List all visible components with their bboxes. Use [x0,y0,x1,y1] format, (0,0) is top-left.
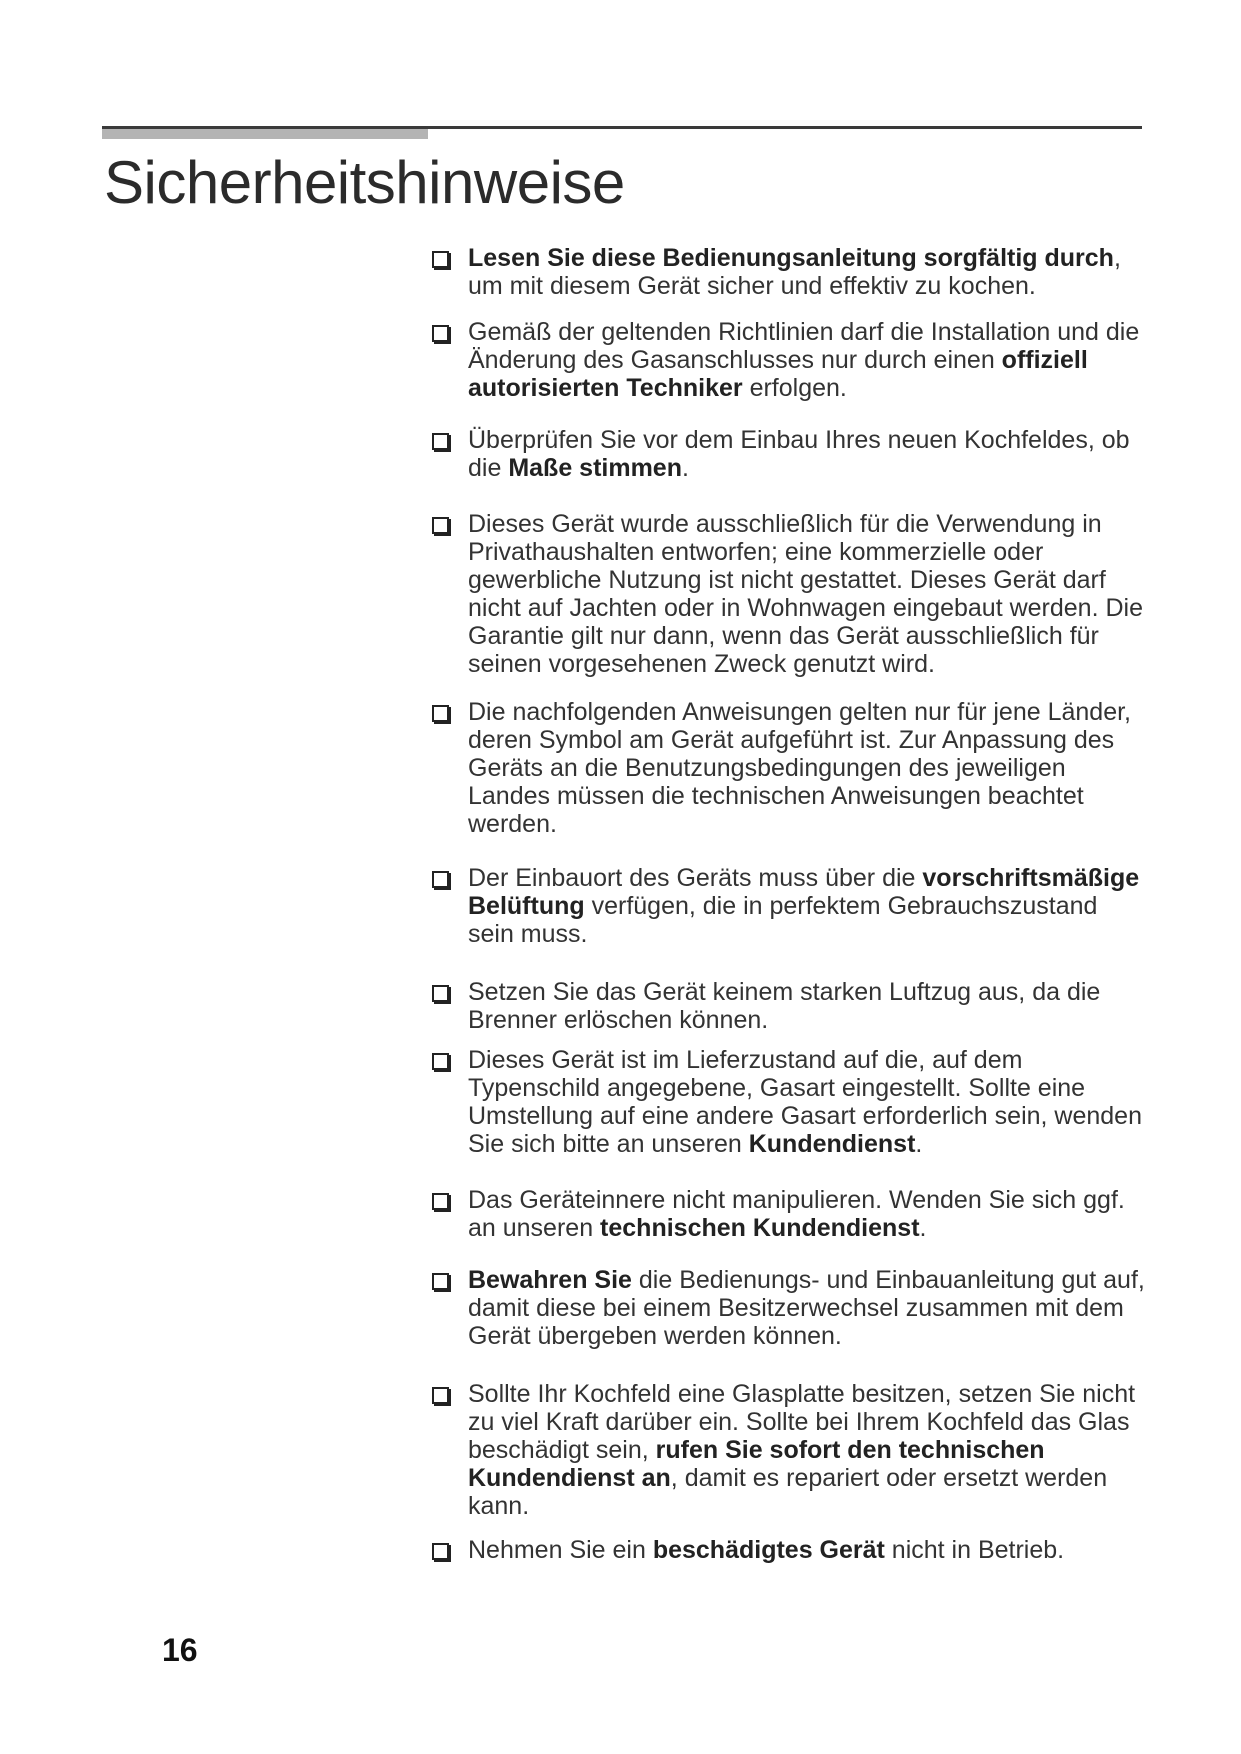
safety-item [430,1186,1150,1242]
safety-item [430,426,1150,482]
item-text: die Bedienungs- und Einbauanleitung gut auf, damit diese bei einem Besitzerwechsel zusammen mit dem Gerät übergeben werden können. [468,1266,1145,1350]
item-text: . [915,1130,923,1158]
emphasized-text: Bewahren Sie [468,1266,632,1294]
item-text: , um mit diesem Gerät sicher und effektiv zu kochen. [468,244,1121,300]
safety-item [430,1046,1150,1158]
checkbox-bullet-icon [432,251,449,268]
safety-item [430,318,1150,402]
item-text: erfolgen. [742,374,847,402]
safety-item [430,1266,1150,1350]
safety-item [430,698,1150,838]
item-text: Setzen Sie das Gerät keinem starken Luftzug aus, da die Brenner erlöschen können. [468,978,1101,1034]
page-number: 16 [162,1632,198,1668]
checkbox-bullet-icon [432,1273,449,1290]
emphasized-text: technischen Kundendienst [600,1214,920,1242]
safety-item [430,1536,1150,1564]
safety-item [430,1380,1150,1520]
checkbox-bullet-icon [432,1387,449,1404]
item-text: Überprüfen Sie vor dem Einbau Ihres neuen Kochfeldes, ob die [468,426,1130,482]
item-text: , damit es repariert oder ersetzt werden kann. [468,1464,1108,1520]
checkbox-bullet-icon [432,871,449,888]
safety-item [430,864,1150,948]
item-text: Die nachfolgenden Anweisungen gelten nur für jene Länder, deren Symbol am Gerät aufgeführt ist. Zur Anpassung des Geräts an die Benutzungsbedingungen des jeweiligen Landes müssen die technischen Anweisungen beachtet werden. [468,698,1132,838]
item-text: nicht in Betrieb. [884,1536,1065,1564]
item-text: . [919,1214,927,1242]
emphasized-text: vorschriftsmäßige Belüftung [468,864,1140,920]
emphasized-text: Maße stimmen [508,454,682,482]
checkbox-bullet-icon [432,1053,449,1070]
emphasized-text: rufen Sie sofort den technischen Kundendienst an [468,1436,1045,1492]
item-text: Dieses Gerät ist im Lieferzustand auf die, auf dem Typenschild angegebene, Gasart eingestellt. Sollte eine Umstellung auf eine andere Gasart erforderlich sein, wenden Sie sich bitte an unseren [468,1046,1142,1158]
item-text: Dieses Gerät wurde ausschließlich für die Verwendung in Privathaushalten entworfen; eine kommerzielle oder gewerbliche Nutzung ist nicht gestattet. Dieses Gerät darf nicht auf Jachten oder in Wohnwagen eingebaut werden. Die Garantie gilt nur dann, wenn das Gerät ausschließlich für seinen vorgesehenen Zweck genutzt wird. [468,510,1143,678]
emphasized-text: offiziell autorisierten Techniker [468,346,1088,402]
safety-item [430,978,1150,1034]
safety-instructions-list [430,244,1150,1564]
item-text: Das Geräteinnere nicht manipulieren. Wenden Sie sich ggf. an unseren [468,1186,1125,1242]
checkbox-bullet-icon [432,433,449,450]
checkbox-bullet-icon [432,985,449,1002]
checkbox-bullet-icon [432,517,449,534]
page-title: Sicherheitshinweise [104,149,625,216]
emphasized-text: Kundendienst [748,1130,916,1158]
item-text: . [681,454,689,482]
checkbox-bullet-icon [432,1193,449,1210]
checkbox-bullet-icon [432,1543,449,1560]
emphasized-text: Lesen Sie diese Bedienungsanleitung sorgfältig durch [468,244,1114,272]
checkbox-bullet-icon [432,705,449,722]
header-accent-bar [102,129,428,139]
item-text: verfügen, die in perfektem Gebrauchszustand sein muss. [468,892,1098,948]
emphasized-text: beschädigtes Gerät [652,1536,885,1564]
item-text: Gemäß der geltenden Richtlinien darf die Installation und die Änderung des Gasanschlusses nur durch einen [468,318,1140,374]
safety-item [430,510,1150,678]
safety-item [430,244,1150,300]
item-text: Nehmen Sie ein [468,1536,653,1564]
item-text: Sollte Ihr Kochfeld eine Glasplatte besitzen, setzen Sie nicht zu viel Kraft darüber ein. Sollte bei Ihrem Kochfeld das Glas beschädigt sein, [468,1380,1136,1464]
item-text: Der Einbauort des Geräts muss über die [468,864,923,892]
checkbox-bullet-icon [432,325,449,342]
